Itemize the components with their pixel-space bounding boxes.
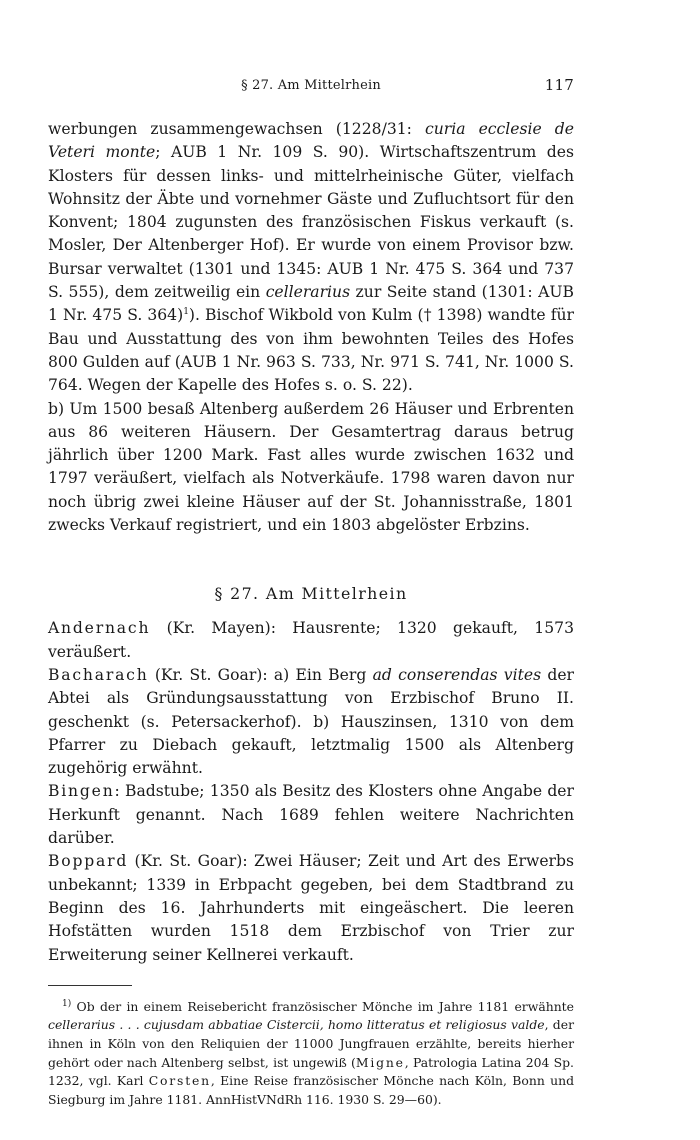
latin-quote: curia ecclesie de Veteri monte	[48, 120, 574, 162]
entry-text: (Kr. Mayen): Hausrente; 1320 gekauft, 1573 veräußert.	[48, 619, 574, 661]
body-text	[48, 118, 574, 967]
footnote-mark: 1)	[62, 998, 72, 1009]
entry-bingen	[48, 780, 574, 850]
text-run: zur Seite stand (1301: AUB 1 Nr. 475 S. 364)	[48, 283, 574, 325]
place-name: Bingen	[48, 782, 115, 801]
page-number: 117	[544, 76, 574, 94]
entry-andernach	[48, 617, 574, 664]
latin-quote: cellerarius . . . cujusdam abbatiae Cistercii, homo litteratus et religiosus valde	[48, 1017, 545, 1033]
footnote	[48, 998, 574, 1110]
text-run: , Eine Reise französischer Mönche nach Köln, Bonn und Siegburg im Jahre 1181. AnnHistVNdRh 116. 1930 S. 29—60).	[48, 1073, 574, 1107]
text-run: ; AUB 1 Nr. 109 S. 90). Wirtschaftszentrum des Klosters für dessen links- und mittelrheinische Güter, vielfach Wohnsitz der Äbte und vornehmer Gäste und Zufluchtsort für den Konvent; 1804 zugunsten des französischen Fiskus verkauft (s. Mosler, Der Altenberger Hof). Er wurde von einem Provisor bzw. Bursar verwaltet (1301 und 1345: AUB 1 Nr. 475 S. 364 und 737 S. 555), dem zeitweilig ein	[48, 143, 575, 302]
entry-text: : Badstube; 1350 als Besitz des Klosters ohne Angabe der Herkunft genannt. Nach 1689 fehlen weitere Nachrichten darüber.	[48, 782, 574, 848]
footnote-reference: 1	[183, 307, 189, 318]
text-run: , Patrologia Latina 204 Sp. 1232, vgl. Karl	[48, 1054, 574, 1089]
latin-phrase: ad conserendas vites	[372, 665, 542, 684]
running-head-title: § 27. Am Mittelrhein	[241, 78, 381, 93]
text-run: werbungen zusammengewachsen (1228/31:	[48, 120, 425, 138]
footnote-divider	[48, 985, 132, 986]
place-name: Bacharach	[48, 665, 149, 684]
book-page	[48, 76, 574, 1109]
entry-text: der Abtei als Gründungsausstattung von Erzbischof Bruno II. geschenkt (s. Petersackerhof). b) Hauszinsen, 1310 von dem Pfarrer zu Diebach gekauft, letztmalig 1500 als Altenberg zugehörig erwähnt.	[48, 665, 575, 778]
place-name: Boppard	[48, 852, 129, 871]
running-head	[48, 76, 574, 100]
paragraph-b: b) Um 1500 besaß Altenberg außerdem 26 Häuser und Erbrenten aus 86 weiteren Häusern. Der Gesamtertrag daraus betrug jährlich über 1200 Mark. Fast alles wurde zwischen 1632 und 1797 veräußert, vielfach als Notverkäufe. 1798 waren davon nur noch übrig zwei kleine Häuser auf der St. Johannisstraße, 1801 zwecks Verkauf registriert, und ein 1803 abgelöster Erbzins.	[48, 399, 574, 535]
continuation-paragraph	[48, 118, 574, 398]
entry-bacharach	[48, 664, 574, 780]
text-run: , der ihnen in Köln von den Reliquien der 11000 Jungfrauen erzählte, bereits hierher gehört oder nach Altenberg selbst, ist ungewiß (	[48, 1017, 574, 1070]
latin-term: cellerarius	[265, 283, 351, 302]
text-run: Ob der in einem Reisebericht französischer Mönche im Jahre 1181 erwähnte	[71, 998, 574, 1014]
place-name: Andernach	[48, 619, 151, 638]
entry-text: (Kr. St. Goar): a) Ein Berg	[148, 665, 373, 684]
section-heading: § 27. Am Mittelrhein	[214, 584, 408, 604]
text-run: ). Bischof Wikbold von Kulm († 1398) wandte für Bau und Ausstattung des von ihm bewohnten Teiles des Hofes 800 Gulden auf (AUB 1 Nr. 963 S. 733, Nr. 971 S. 741, Nr. 1000 S. 764. Wegen der Kapelle des Hofes s. o. S. 22).	[48, 306, 574, 395]
author-name: Migne	[355, 1054, 405, 1070]
entry-boppard	[48, 850, 574, 966]
entry-text: (Kr. St. Goar): Zwei Häuser; Zeit und Art des Erwerbs unbekannt; 1339 in Erbpacht gegeben, bei dem Stadtbrand zu Beginn des 16. Jahrhunderts mit eingeäschert. Die leeren Hofstätten wurden 1518 dem Erzbischof von Trier zur Erweiterung seiner Kellnerei verkauft.	[48, 852, 574, 964]
author-name: Corsten	[148, 1073, 211, 1089]
